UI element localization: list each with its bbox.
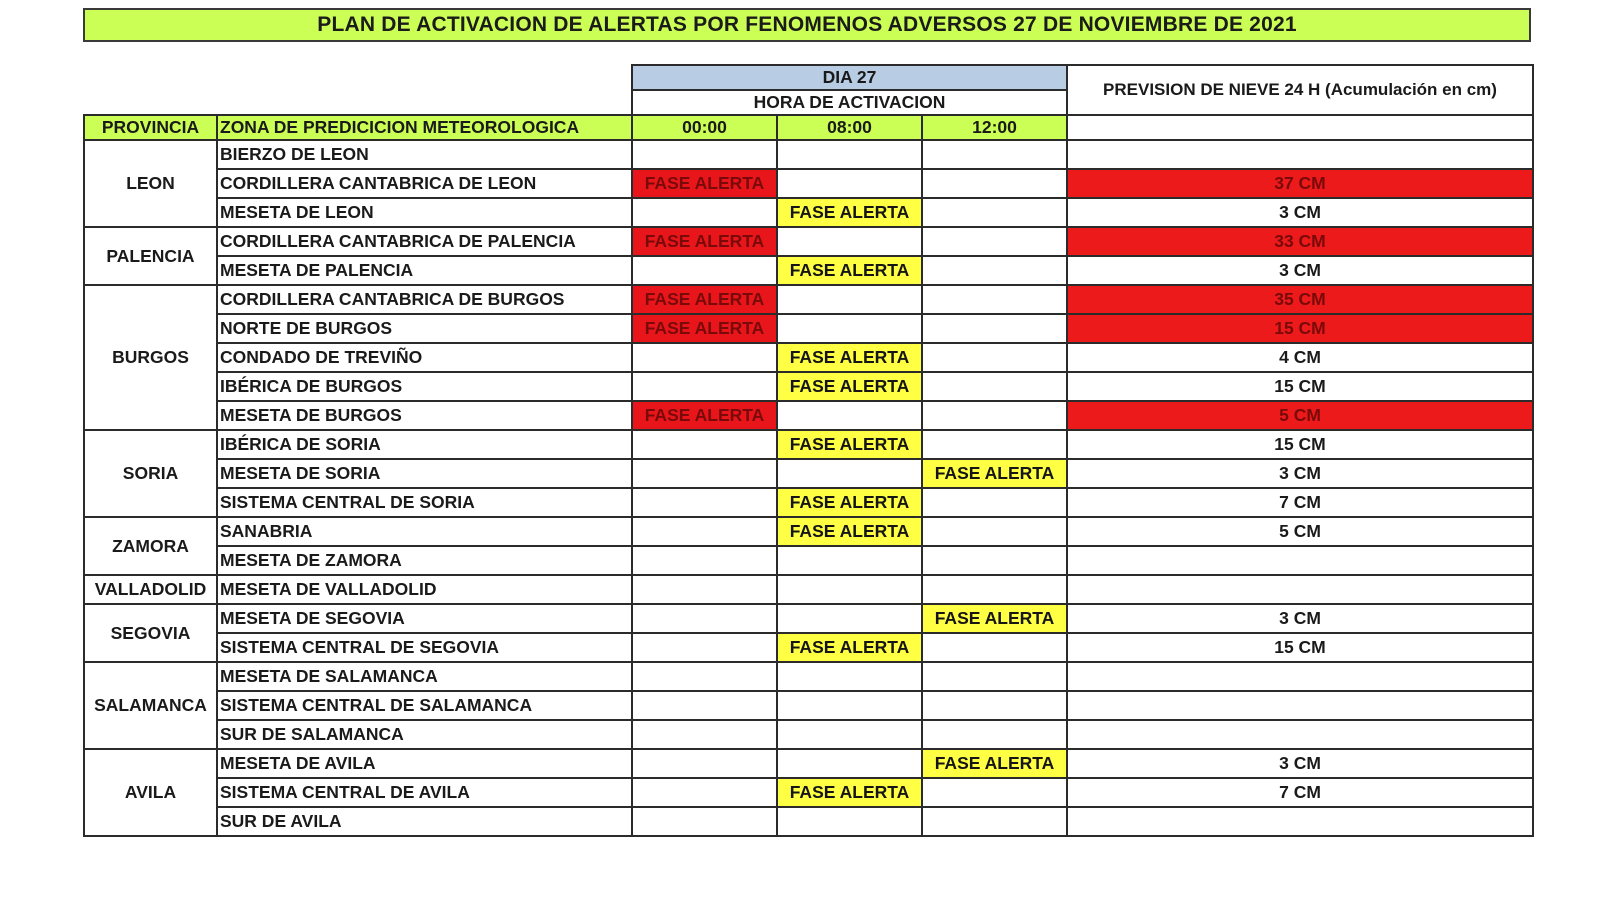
alert-cell-t0: FASE ALERTA — [632, 227, 777, 256]
province-cell: VALLADOLID — [84, 575, 217, 604]
alert-cell-t12: FASE ALERTA — [922, 604, 1067, 633]
province-cell: AVILA — [84, 749, 217, 836]
alert-cell-t8 — [777, 169, 922, 198]
alert-cell-t8 — [777, 401, 922, 430]
zone-cell: SISTEMA CENTRAL DE AVILA — [217, 778, 632, 807]
table-row — [84, 604, 1533, 633]
time-column-header-0000: 00:00 — [632, 115, 777, 140]
snow-forecast-cell: 15 CM — [1067, 633, 1533, 662]
zone-cell: CORDILLERA CANTABRICA DE BURGOS — [217, 285, 632, 314]
alert-cell-t12 — [922, 140, 1067, 169]
alert-cell-t12 — [922, 778, 1067, 807]
alert-cell-t8 — [777, 285, 922, 314]
document-title: PLAN DE ACTIVACION DE ALERTAS POR FENOMENOS ADVERSOS 27 DE NOVIEMBRE DE 2021 — [83, 8, 1531, 42]
alert-cell-t12 — [922, 372, 1067, 401]
alert-cell-t0: FASE ALERTA — [632, 285, 777, 314]
alert-cell-t8: FASE ALERTA — [777, 778, 922, 807]
alert-cell-t8 — [777, 662, 922, 691]
snow-forecast-cell: 15 CM — [1067, 314, 1533, 343]
alert-cell-t8 — [777, 314, 922, 343]
alert-cell-t8: FASE ALERTA — [777, 198, 922, 227]
snow-forecast-cell: 5 CM — [1067, 517, 1533, 546]
alert-cell-t12 — [922, 285, 1067, 314]
province-cell: LEON — [84, 140, 217, 227]
snow-forecast-cell: 3 CM — [1067, 604, 1533, 633]
zone-cell: MESETA DE SALAMANCA — [217, 662, 632, 691]
snow-forecast-cell: 3 CM — [1067, 459, 1533, 488]
table-row — [84, 662, 1533, 691]
province-cell: PALENCIA — [84, 227, 217, 285]
alert-cell-t0 — [632, 749, 777, 778]
snow-forecast-cell: 3 CM — [1067, 749, 1533, 778]
alert-cell-t8 — [777, 720, 922, 749]
zone-cell: BIERZO DE LEON — [217, 140, 632, 169]
snow-forecast-cell — [1067, 546, 1533, 575]
alert-cell-t0 — [632, 546, 777, 575]
alert-cell-t12 — [922, 488, 1067, 517]
alert-cell-t8 — [777, 604, 922, 633]
snow-forecast-cell: 35 CM — [1067, 285, 1533, 314]
alert-cell-t0 — [632, 488, 777, 517]
alert-cell-t8: FASE ALERTA — [777, 633, 922, 662]
table-row — [84, 343, 1533, 372]
alert-cell-t0 — [632, 430, 777, 459]
alert-cell-t12: FASE ALERTA — [922, 459, 1067, 488]
alert-cell-t0 — [632, 459, 777, 488]
alert-cell-t8 — [777, 546, 922, 575]
alert-cell-t12 — [922, 807, 1067, 836]
alert-cell-t12 — [922, 314, 1067, 343]
alert-cell-t0: FASE ALERTA — [632, 401, 777, 430]
province-cell: SEGOVIA — [84, 604, 217, 662]
snow-forecast-cell: 5 CM — [1067, 401, 1533, 430]
activation-hour-header: HORA DE ACTIVACION — [632, 90, 1067, 115]
alert-cell-t12 — [922, 169, 1067, 198]
day-header: DIA 27 — [632, 65, 1067, 90]
alert-cell-t8: FASE ALERTA — [777, 256, 922, 285]
alert-cell-t0 — [632, 778, 777, 807]
zone-cell: CORDILLERA CANTABRICA DE LEON — [217, 169, 632, 198]
province-cell: SALAMANCA — [84, 662, 217, 749]
zone-cell: MESETA DE ZAMORA — [217, 546, 632, 575]
zone-cell: MESETA DE SORIA — [217, 459, 632, 488]
alert-cell-t8: FASE ALERTA — [777, 430, 922, 459]
alert-cell-t0 — [632, 256, 777, 285]
table-row — [84, 459, 1533, 488]
alert-cell-t0: FASE ALERTA — [632, 314, 777, 343]
table-row — [84, 372, 1533, 401]
alert-cell-t8 — [777, 575, 922, 604]
alert-cell-t0 — [632, 662, 777, 691]
table-row — [84, 691, 1533, 720]
snow-forecast-cell: 3 CM — [1067, 256, 1533, 285]
snow-column-header-blank — [1067, 115, 1533, 140]
table-row — [84, 749, 1533, 778]
table-row — [84, 430, 1533, 459]
zone-column-header: ZONA DE PREDICICION METEOROLOGICA — [217, 115, 632, 140]
alert-cell-t0: FASE ALERTA — [632, 169, 777, 198]
alert-cell-t12 — [922, 633, 1067, 662]
time-column-header-0800: 08:00 — [777, 115, 922, 140]
zone-cell: SISTEMA CENTRAL DE SALAMANCA — [217, 691, 632, 720]
alert-cell-t12 — [922, 720, 1067, 749]
alert-cell-t8: FASE ALERTA — [777, 372, 922, 401]
snow-forecast-cell — [1067, 140, 1533, 169]
alert-cell-t0 — [632, 517, 777, 546]
alert-cell-t0 — [632, 633, 777, 662]
zone-cell: IBÉRICA DE SORIA — [217, 430, 632, 459]
snow-forecast-cell: 33 CM — [1067, 227, 1533, 256]
snow-forecast-cell — [1067, 575, 1533, 604]
alert-cell-t12 — [922, 575, 1067, 604]
alert-cell-t8 — [777, 140, 922, 169]
alert-cell-t12 — [922, 430, 1067, 459]
table-row — [84, 488, 1533, 517]
table-row — [84, 285, 1533, 314]
alert-cell-t0 — [632, 807, 777, 836]
alert-cell-t12 — [922, 546, 1067, 575]
alert-cell-t12 — [922, 401, 1067, 430]
zone-cell: MESETA DE BURGOS — [217, 401, 632, 430]
table-row — [84, 169, 1533, 198]
snow-forecast-cell: 37 CM — [1067, 169, 1533, 198]
zone-cell: MESETA DE LEON — [217, 198, 632, 227]
province-cell: ZAMORA — [84, 517, 217, 575]
alert-cell-t0 — [632, 720, 777, 749]
snow-forecast-cell: 4 CM — [1067, 343, 1533, 372]
time-column-header-1200: 12:00 — [922, 115, 1067, 140]
zone-cell: SUR DE SALAMANCA — [217, 720, 632, 749]
blank-cell — [84, 90, 632, 115]
zone-cell: SUR DE AVILA — [217, 807, 632, 836]
zone-cell: IBÉRICA DE BURGOS — [217, 372, 632, 401]
alert-cell-t8 — [777, 807, 922, 836]
zone-cell: SANABRIA — [217, 517, 632, 546]
alerts-table — [83, 64, 1534, 837]
table-row — [84, 227, 1533, 256]
alert-cell-t12 — [922, 256, 1067, 285]
snow-forecast-cell: 7 CM — [1067, 778, 1533, 807]
alert-cell-t0 — [632, 604, 777, 633]
alert-cell-t12 — [922, 662, 1067, 691]
alert-cell-t12 — [922, 343, 1067, 372]
alert-cell-t0 — [632, 691, 777, 720]
table-row — [84, 314, 1533, 343]
snow-forecast-cell: 3 CM — [1067, 198, 1533, 227]
alert-cell-t8 — [777, 691, 922, 720]
alert-cell-t12 — [922, 517, 1067, 546]
zone-cell: NORTE DE BURGOS — [217, 314, 632, 343]
alert-cell-t12: FASE ALERTA — [922, 749, 1067, 778]
province-column-header: PROVINCIA — [84, 115, 217, 140]
zone-cell: MESETA DE SEGOVIA — [217, 604, 632, 633]
snow-forecast-header: PREVISION DE NIEVE 24 H (Acumulación en cm) — [1067, 65, 1533, 115]
snow-forecast-cell — [1067, 720, 1533, 749]
alert-cell-t0 — [632, 575, 777, 604]
table-row — [84, 778, 1533, 807]
table-row — [84, 546, 1533, 575]
alert-cell-t12 — [922, 691, 1067, 720]
zone-cell: MESETA DE VALLADOLID — [217, 575, 632, 604]
table-row — [84, 633, 1533, 662]
alert-cell-t0 — [632, 140, 777, 169]
zone-cell: CONDADO DE TREVIÑO — [217, 343, 632, 372]
zone-cell: MESETA DE AVILA — [217, 749, 632, 778]
alert-cell-t8 — [777, 227, 922, 256]
snow-forecast-cell — [1067, 691, 1533, 720]
alert-cell-t8: FASE ALERTA — [777, 517, 922, 546]
zone-cell: CORDILLERA CANTABRICA DE PALENCIA — [217, 227, 632, 256]
table-row — [84, 140, 1533, 169]
snow-forecast-cell: 15 CM — [1067, 430, 1533, 459]
alert-cell-t0 — [632, 372, 777, 401]
snow-forecast-cell — [1067, 807, 1533, 836]
alert-cell-t8: FASE ALERTA — [777, 343, 922, 372]
alert-cell-t0 — [632, 198, 777, 227]
table-row — [84, 401, 1533, 430]
zone-cell: SISTEMA CENTRAL DE SEGOVIA — [217, 633, 632, 662]
table-row — [84, 575, 1533, 604]
zone-cell: SISTEMA CENTRAL DE SORIA — [217, 488, 632, 517]
snow-forecast-cell: 7 CM — [1067, 488, 1533, 517]
alert-cell-t8: FASE ALERTA — [777, 488, 922, 517]
alert-cell-t8 — [777, 749, 922, 778]
province-cell: BURGOS — [84, 285, 217, 430]
blank-cell — [84, 65, 632, 90]
province-cell: SORIA — [84, 430, 217, 517]
table-row — [84, 807, 1533, 836]
table-row — [84, 198, 1533, 227]
zone-cell: MESETA DE PALENCIA — [217, 256, 632, 285]
alert-cell-t12 — [922, 198, 1067, 227]
snow-forecast-cell: 15 CM — [1067, 372, 1533, 401]
alert-cell-t12 — [922, 227, 1067, 256]
table-row — [84, 517, 1533, 546]
table-row — [84, 720, 1533, 749]
snow-forecast-cell — [1067, 662, 1533, 691]
table-row — [84, 256, 1533, 285]
alert-cell-t8 — [777, 459, 922, 488]
alert-cell-t0 — [632, 343, 777, 372]
